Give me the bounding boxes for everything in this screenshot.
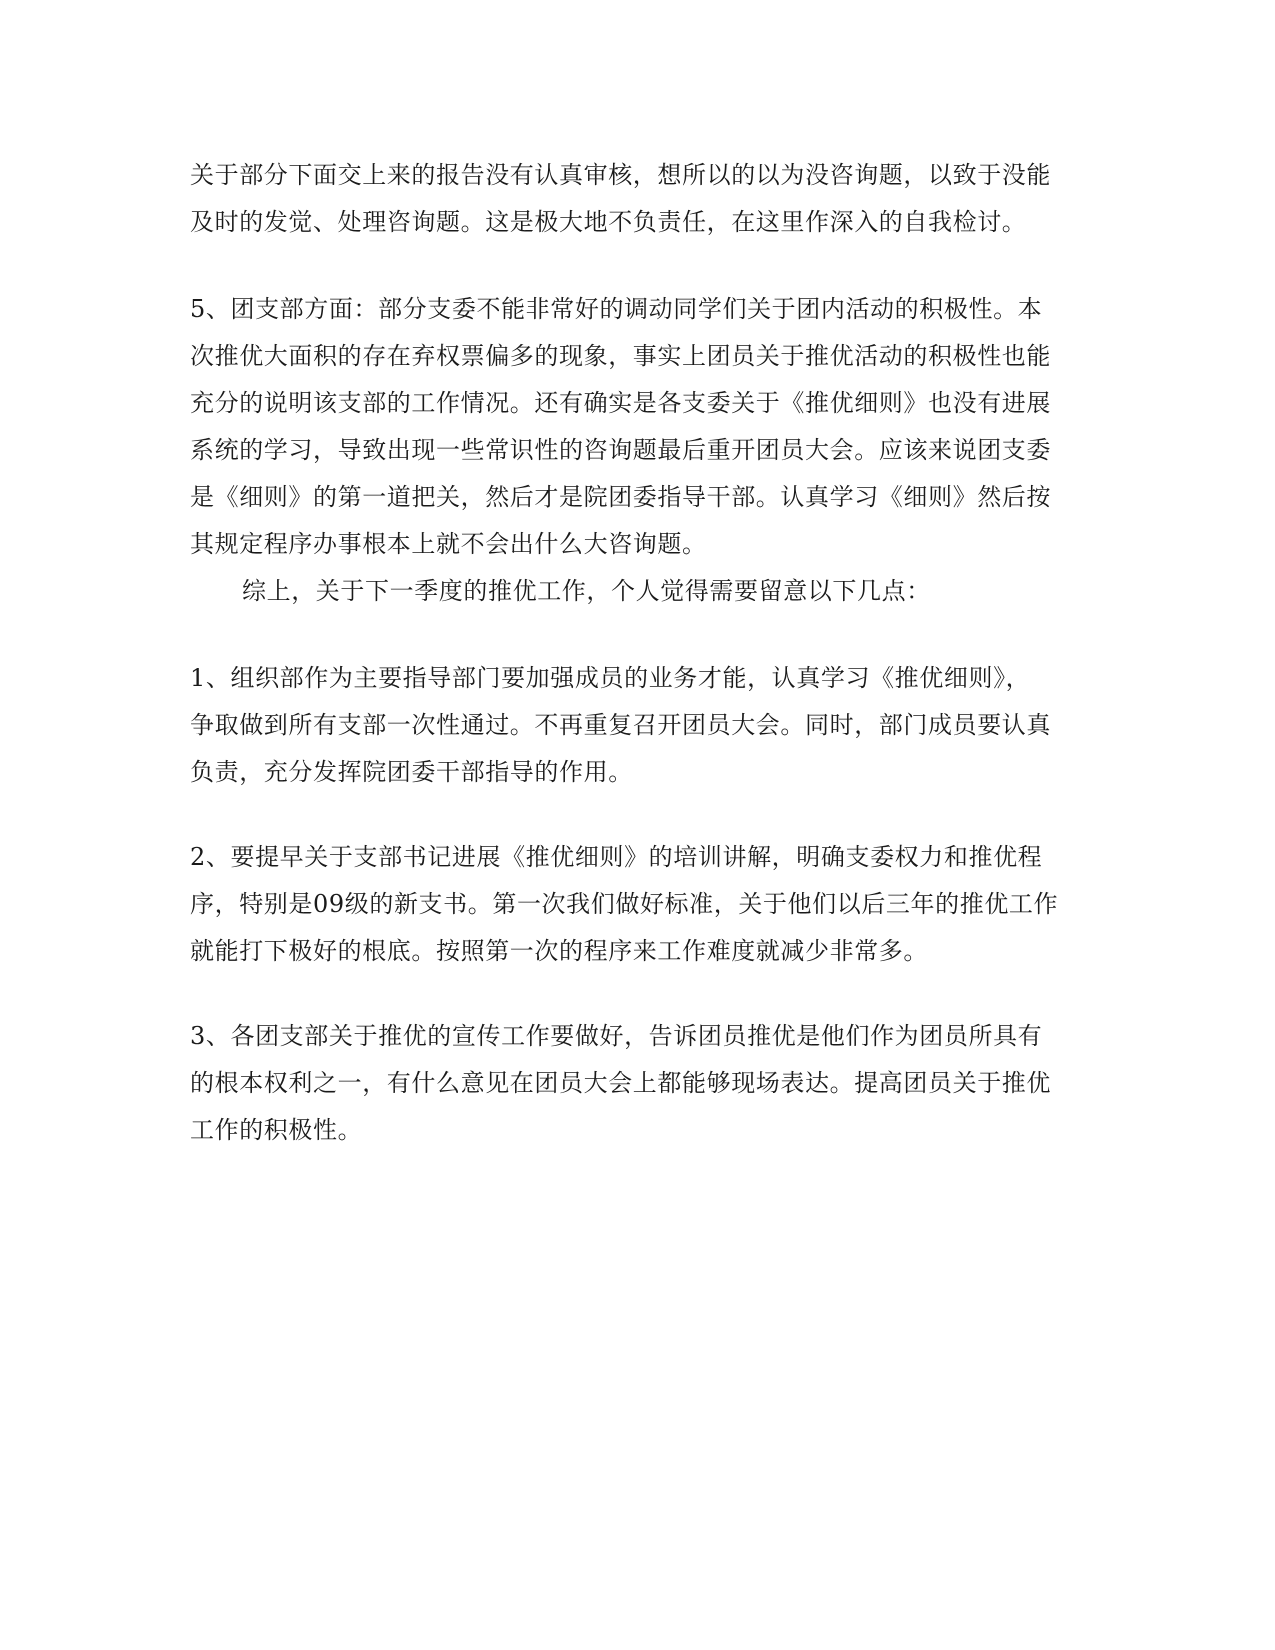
text-line: 是《细则》的第一道把关，然后才是院团委指导干部。认真学习《细则》然后按 <box>190 483 1051 511</box>
point-1 <box>190 655 1050 796</box>
text-line: 的根本权利之一，有什么意见在团员大会上都能够现场表达。提高团员关于推优 <box>190 1069 1051 1097</box>
text-line: 序，特别是09级的新支书。第一次我们做好标准，关于他们以后三年的推优工作 <box>190 890 1059 918</box>
paragraph-summary <box>190 568 1050 615</box>
document-page <box>190 152 1059 1154</box>
text-line: 系统的学习，导致出现一些常识性的咨询题最后重开团员大会。应该来说团支委 <box>190 436 1051 464</box>
paragraph-spacer <box>190 975 1050 1013</box>
paragraph-spacer <box>190 246 1050 286</box>
text-line: 关于部分下面交上来的报告没有认真审核，想所以的以为没咨询题，以致于没能 <box>190 161 1051 189</box>
text-line: 就能打下极好的根底。按照第一次的程序来工作难度就减少非常多。 <box>190 937 928 965</box>
paragraph-spacer <box>190 615 1050 655</box>
text-line: 5、团支部方面：部分支委不能非常好的调动同学们关于团内活动的积极性。本 <box>190 295 1043 323</box>
text-line: 负责，充分发挥院团委干部指导的作用。 <box>190 758 633 786</box>
text-line: 3、各团支部关于推优的宣传工作要做好，告诉团员推优是他们作为团员所具有 <box>190 1022 1043 1050</box>
text-line: 1、组织部作为主要指导部门要加强成员的业务才能，认真学习《推优细则》， <box>190 664 1031 692</box>
text-line: 工作的积极性。 <box>190 1116 363 1144</box>
summary-line: 综上，关于下一季度的推优工作，个人觉得需要留意以下几点： <box>242 577 931 605</box>
text-line: 充分的说明该支部的工作情况。还有确实是各支委关于《推优细则》也没有进展 <box>190 389 1051 417</box>
paragraph-intro <box>190 152 1050 246</box>
text-line: 2、要提早关于支部书记进展《推优细则》的培训讲解，明确支委权力和推优程 <box>190 843 1043 871</box>
text-line: 争取做到所有支部一次性通过。不再重复召开团员大会。同时，部门成员要认真 <box>190 711 1051 739</box>
point-3 <box>190 1013 1050 1154</box>
text-line: 及时的发觉、处理咨询题。这是极大地不负责任，在这里作深入的自我检讨。 <box>190 208 1027 236</box>
point-2 <box>190 834 1059 975</box>
text-line: 其规定程序办事根本上就不会出什么大咨询题。 <box>190 530 707 558</box>
paragraph-spacer <box>190 796 1050 834</box>
paragraph-5 <box>190 286 1050 568</box>
text-line: 次推优大面积的存在弃权票偏多的现象，事实上团员关于推优活动的积极性也能 <box>190 342 1051 370</box>
